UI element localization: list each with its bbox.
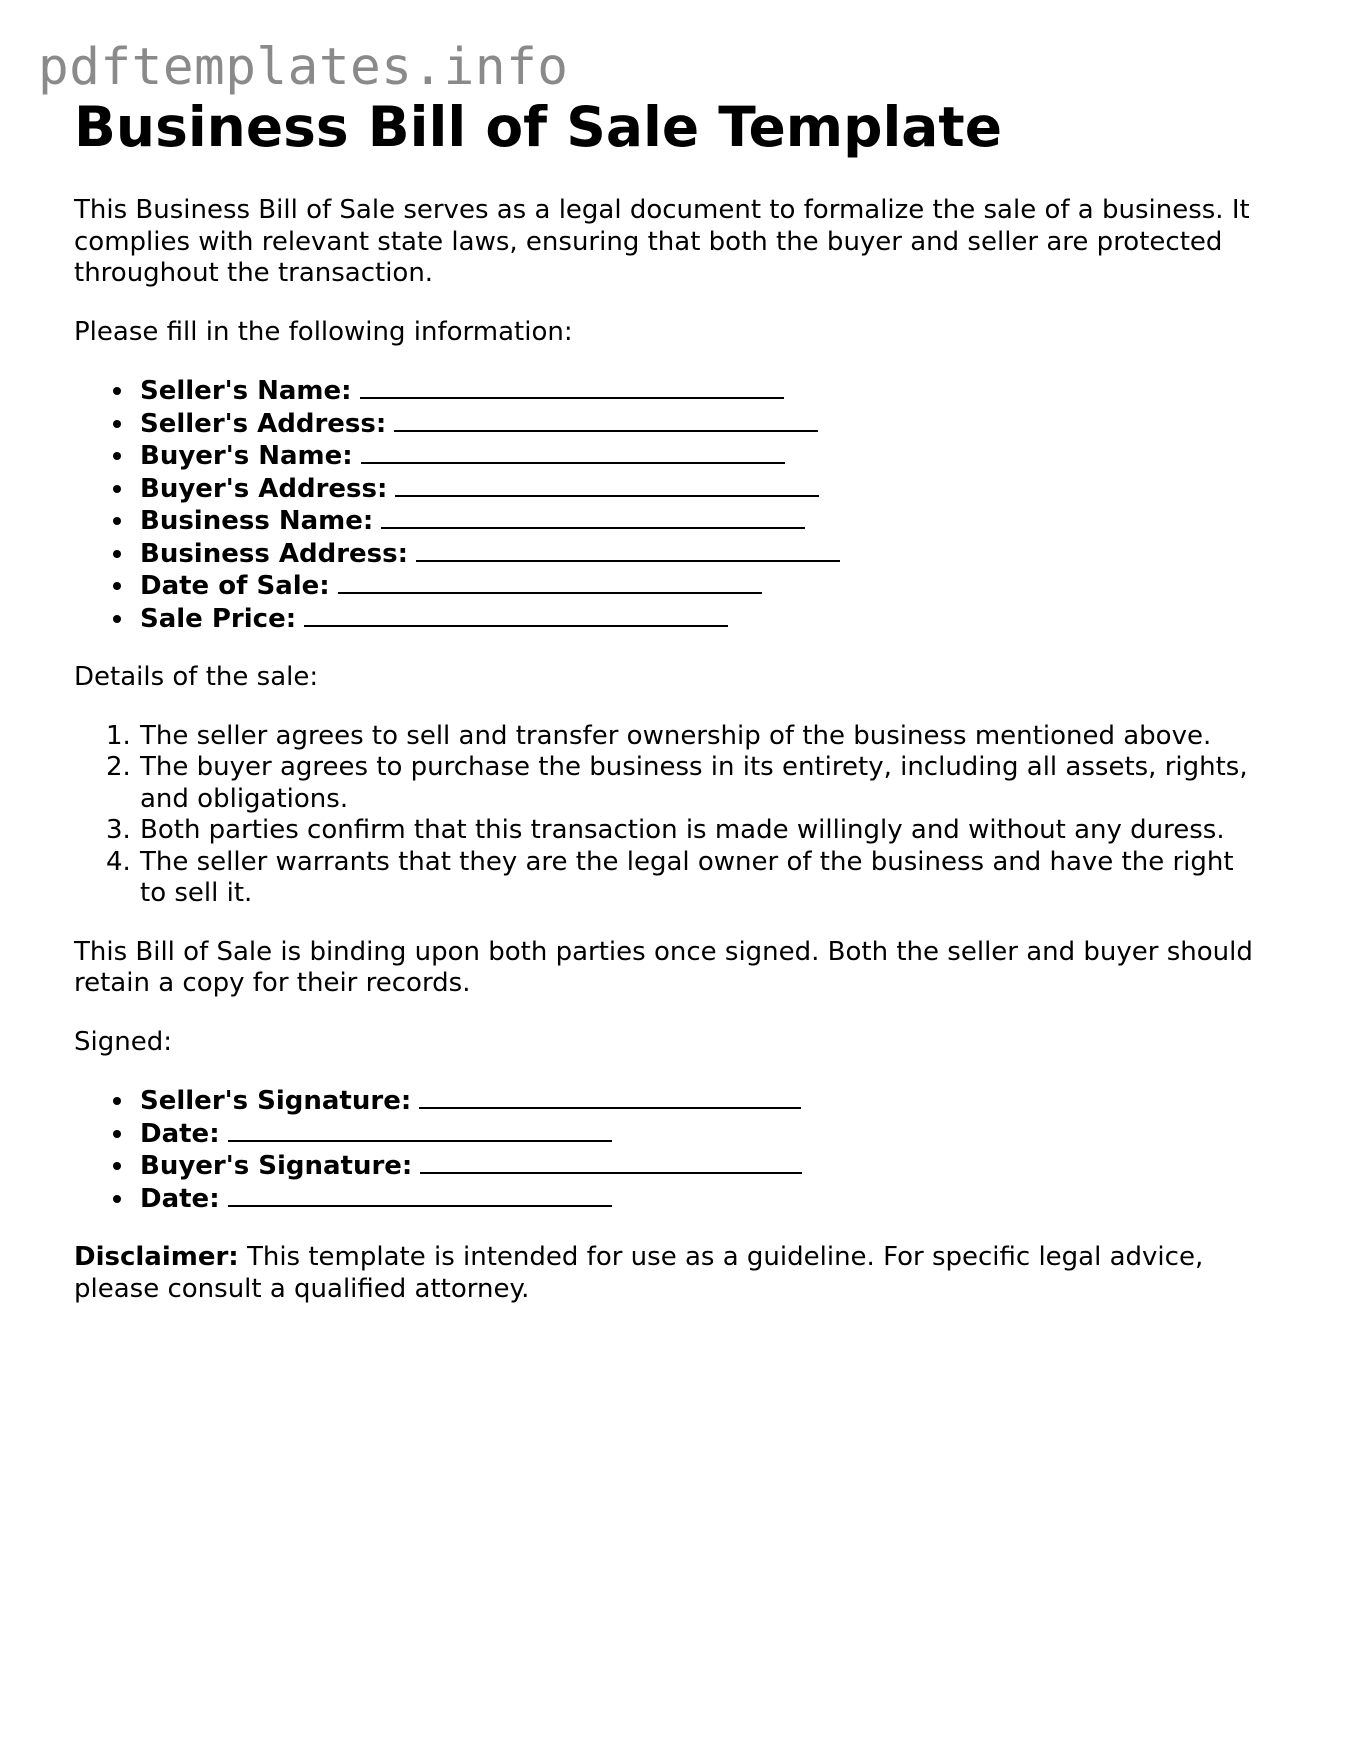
field-label: Date: [140,1183,220,1214]
buyer-date [74,1183,1284,1216]
intro-paragraph: This Business Bill of Sale serves as a legal document to formalize the sale of a business. It complies with relevant state laws, ensuring that both the buyer and seller are protected throughout the transaction. [74,195,1250,288]
item-text: The buyer agrees to purchase the business in its entirety, including all assets, rights, and obligations. [140,752,1248,814]
field-business-address [74,538,1284,571]
item-number: 3. [106,815,131,845]
field-business-name [74,505,1284,538]
item-number: 2. [106,752,131,782]
details-item [74,752,1284,815]
disclaimer-text: This template is intended for use as a guideline. For specific legal advice, please consult a qualified attorney. [74,1242,1204,1304]
item-text: The seller warrants that they are the legal owner of the business and have the right to sell it. [140,846,1234,908]
info-fields-list [74,375,1284,635]
date-line[interactable] [228,1183,612,1207]
field-buyers-name [74,440,1284,473]
disclaimer [74,1242,1284,1305]
disclaimer-label: Disclaimer: [74,1242,239,1272]
blank-line[interactable] [338,570,762,594]
signature-list [74,1085,1284,1215]
document [74,92,1284,1305]
fill-prompt: Please fill in the following information: [74,316,573,347]
details-item [74,721,1284,753]
field-label: Seller's Signature: [140,1086,412,1116]
field-label: Business Name: [140,506,374,536]
field-label: Buyer's Address: [140,473,388,504]
page-title: Business Bill of Sale Template [74,95,1003,159]
watermark: pdftemplates.info [38,38,569,97]
blank-line[interactable] [416,538,840,562]
field-sale-price [74,603,1284,636]
item-text: The seller agrees to sell and transfer ownership of the business mentioned above. [140,720,1212,751]
blank-line[interactable] [304,603,728,627]
field-label: Business Address: [140,538,409,569]
date-line[interactable] [228,1118,612,1142]
field-label: Sale Price: [140,603,297,634]
field-label: Buyer's Signature: [140,1151,413,1181]
blank-line[interactable] [395,473,819,497]
sellers-signature [74,1085,1284,1118]
field-label: Buyer's Name: [140,441,353,471]
field-label: Seller's Address: [140,408,387,439]
field-label: Date of Sale: [140,571,330,601]
signature-line[interactable] [419,1085,801,1109]
field-date-of-sale [74,570,1284,603]
field-buyers-address [74,473,1284,506]
signature-line[interactable] [420,1150,802,1174]
item-number: 1. [106,720,131,751]
blank-line[interactable] [381,505,805,529]
field-sellers-address [74,408,1284,441]
field-label: Seller's Name: [140,376,352,406]
blank-line[interactable] [360,375,784,399]
blank-line[interactable] [394,408,818,432]
blank-line[interactable] [361,440,785,464]
details-item [74,847,1284,910]
details-list [74,721,1284,910]
details-item [74,815,1284,847]
field-label: Date: [140,1118,220,1149]
item-number: 4. [106,846,131,877]
seller-date [74,1118,1284,1151]
details-heading: Details of the sale: [74,662,319,692]
item-text: Both parties confirm that this transaction is made willingly and without any duress. [140,815,1225,845]
signed-heading: Signed: [74,1026,172,1057]
buyers-signature [74,1150,1284,1183]
field-sellers-name [74,375,1284,408]
binding-paragraph: This Bill of Sale is binding upon both parties once signed. Both the seller and buyer should retain a copy for their records. [74,936,1253,998]
